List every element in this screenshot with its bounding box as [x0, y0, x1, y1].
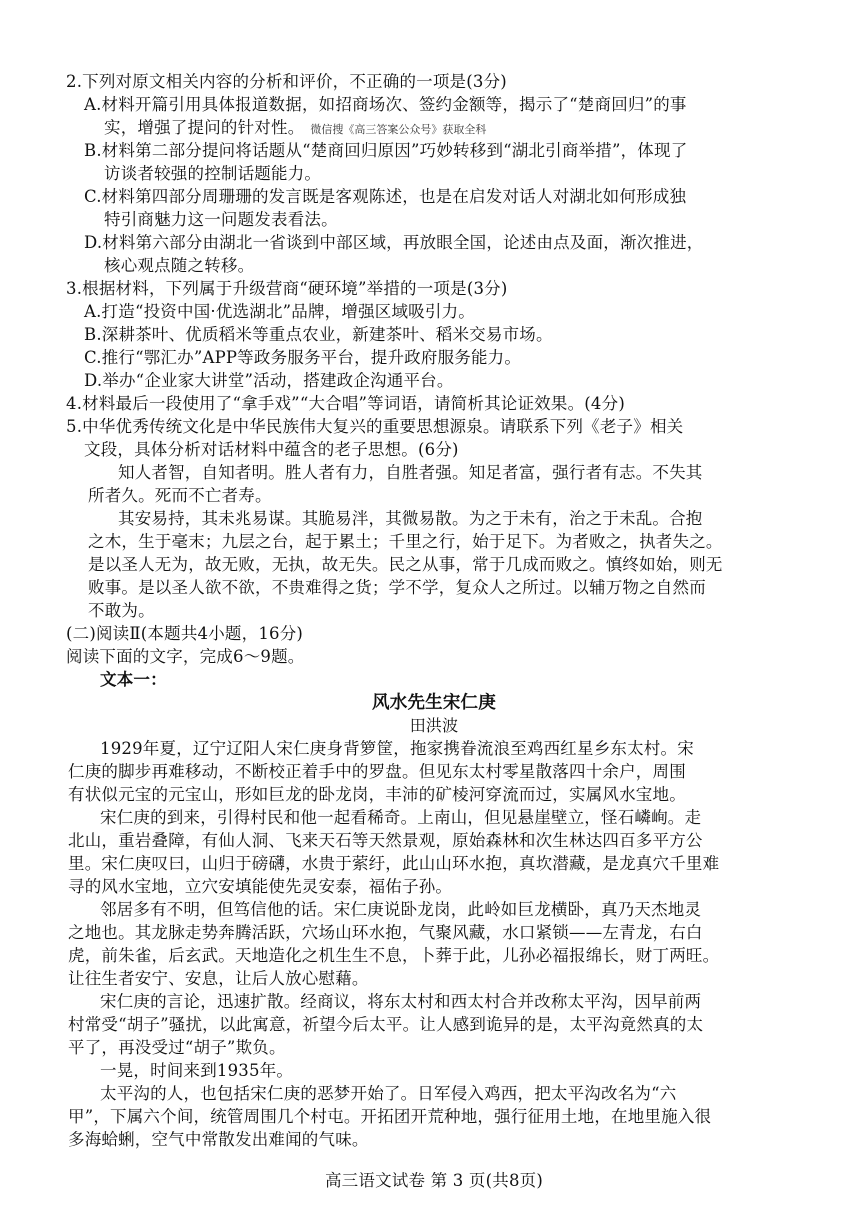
story-paragraph-5: 一晃，时间来到1935年。: [100, 1061, 294, 1080]
story-paragraph-4-line2: 村常受“胡子”骚扰，以此寓意，祈望今后太平。让人感到诡异的是，太平沟竟然真的太: [68, 1015, 704, 1034]
story-paragraph-3: 邻居多有不明，但笃信他的话。宋仁庚说卧龙岗，此岭如巨龙横卧，真乃天杰地灵: [100, 900, 702, 919]
q5-stem: 5.中华优秀传统文化是中华民族伟大复兴的重要思想源泉。请联系下列《老子》相关: [66, 417, 684, 436]
q2-option-a-text: 实，增强了提问的针对性。: [104, 118, 305, 137]
q3-option-c: C.推行“鄂汇办”APP等政务服务平台，提升政府服务能力。: [84, 348, 522, 367]
q2-option-b: B.材料第二部分提问将话题从“楚商回归原因”巧妙转移到“湖北引商举措”，体现了: [84, 141, 688, 160]
story-paragraph-3-line4: 让往生者安宁、安息，让后人放心慰藉。: [68, 969, 369, 988]
section2-instruction: 阅读下面的文字，完成6～9题。: [66, 647, 305, 666]
section2-heading: (二)阅读Ⅱ(本题共4小题，16分): [66, 624, 304, 643]
q3-stem: 3.根据材料，下列属于升级营商“硬环境”举措的一项是(3分): [66, 279, 508, 298]
story-paragraph-1-line2: 仁庚的脚步再难移动，不断校正着手中的罗盘。但见东太村零星散落四十余户，周围: [68, 762, 686, 781]
story-paragraph-1: 1929年夏，辽宁辽阳人宋仁庚身背箩筐，拖家携眷流浪至鸡西红星乡东太村。宋: [100, 739, 694, 758]
q4-stem: 4.材料最后一段使用了“拿手戏”“大合唱”等词语，请简析其论证效果。(4分): [66, 394, 625, 413]
story-paragraph-2: 宋仁庚的到来，引得村民和他一起看稀奇。上南山，但见悬崖壁立，怪石嶙峋。走: [100, 808, 702, 827]
story-paragraph-4: 宋仁庚的言论，迅速扩散。经商议，将东太村和西太村合并改称太平沟，因早前两: [100, 992, 702, 1011]
q3-option-b: B.深耕茶叶、优质稻米等重点农业，新建茶叶、稻米交易市场。: [84, 325, 553, 344]
q2-option-a-cont: [104, 117, 486, 141]
story-paragraph-6-line3: 多海蛤蜊，空气中常散发出难闻的气味。: [68, 1130, 369, 1149]
story-paragraph-2-line2: 北山，重岩叠障，有仙人洞、飞来天石等天然景观，原始森林和次生林达四百多平方公: [68, 831, 703, 850]
laozi-quote-2: 其安易持，其未兆易谋。其脆易泮，其微易散。为之于未有，治之于未乱。合抱: [118, 509, 703, 528]
q5-stem-cont: 文段，具体分析对话材料中蕴含的老子思想。(6分): [84, 440, 459, 459]
story-title: 风水先生宋仁庚: [372, 693, 496, 713]
watermark-text: 微信搜《高三答案公众号》获取全科: [310, 123, 487, 136]
page-footer: 高三语文试卷 第 3 页(共8页): [324, 1171, 543, 1190]
story-paragraph-6: 太平沟的人，也包括宋仁庚的恶梦开始了。日军侵入鸡西，把太平沟改名为“六: [100, 1084, 677, 1103]
q2-option-b-cont: 访谈者较强的控制话题能力。: [104, 164, 322, 183]
story-author: 田洪波: [409, 716, 459, 735]
q3-option-a: A.打造“投资中国·优选湖北”品牌，增强区域吸引力。: [84, 302, 475, 321]
laozi-quote-1-cont: 所者久。死而不亡者寿。: [88, 486, 272, 505]
q2-option-d-cont: 核心观点随之转移。: [104, 256, 255, 275]
laozi-quote-2-line2: 之木，生于毫末；九层之台，起于累土；千里之行，始于足下。为者败之，执者失之。: [88, 532, 723, 551]
laozi-quote-2-line5: 不敢为。: [88, 601, 155, 620]
laozi-quote-2-line4: 败事。是以圣人欲不欲，不贵难得之货；学不学，复众人之所过。以辅万物之自然而: [88, 578, 706, 597]
story-paragraph-4-line3: 平了，再没受过“胡子”欺负。: [68, 1038, 286, 1057]
q2-option-a: A.材料开篇引用具体报道数据，如招商场次、签约金额等，揭示了“楚商回归”的事: [84, 95, 687, 114]
text-one-label: 文本一：: [100, 670, 167, 689]
q2-option-d: D.材料第六部分由湖北一省谈到中部区域，再放眼全国，论述由点及面，渐次推进，: [84, 233, 704, 252]
story-paragraph-2-line3: 里。宋仁庚叹曰，山归于磅礴，水贵于萦纡，此山山环水抱，真坎潜藏，是龙真穴千里难: [68, 854, 720, 873]
q2-stem: 2.下列对原文相关内容的分析和评价，不正确的一项是(3分): [66, 72, 507, 91]
q3-option-d: D.举办“企业家大讲堂”活动，搭建政企沟通平台。: [84, 371, 454, 390]
story-paragraph-2-line4: 寻的风水宝地，立穴安填能使先灵安泰，福佑子孙。: [68, 877, 453, 896]
laozi-quote-2-line3: 是以圣人无为，故无败，无执，故无失。民之从事，常于几成而败之。慎终如始，则无: [88, 555, 723, 574]
story-paragraph-3-line2: 之地也。其龙脉走势奔腾活跃，穴场山环水抱，气聚风藏，水口紧锁——左青龙，右白: [68, 923, 703, 942]
q2-option-c: C.材料第四部分周珊珊的发言既是客观陈述，也是在启发对话人对湖北如何形成独: [84, 187, 687, 206]
story-paragraph-6-line2: 甲”，下属六个间，统管周围几个村屯。开拓团开荒种地，强行征用土地，在地里施入很: [68, 1107, 712, 1126]
story-paragraph-3-line3: 虎，前朱雀，后玄武。天地造化之机生生不息，卜葬于此，儿孙必福报绵长，财丁两旺。: [68, 946, 720, 965]
story-paragraph-1-line3: 有状似元宝的元宝山，形如巨龙的卧龙岗，丰沛的矿棱河穿流而过，实属风水宝地。: [68, 785, 686, 804]
q2-option-c-cont: 特引商魅力这一问题发表看法。: [104, 210, 338, 229]
laozi-quote-1: 知人者智，自知者明。胜人者有力，自胜者强。知足者富，强行者有志。不失其: [118, 463, 703, 482]
